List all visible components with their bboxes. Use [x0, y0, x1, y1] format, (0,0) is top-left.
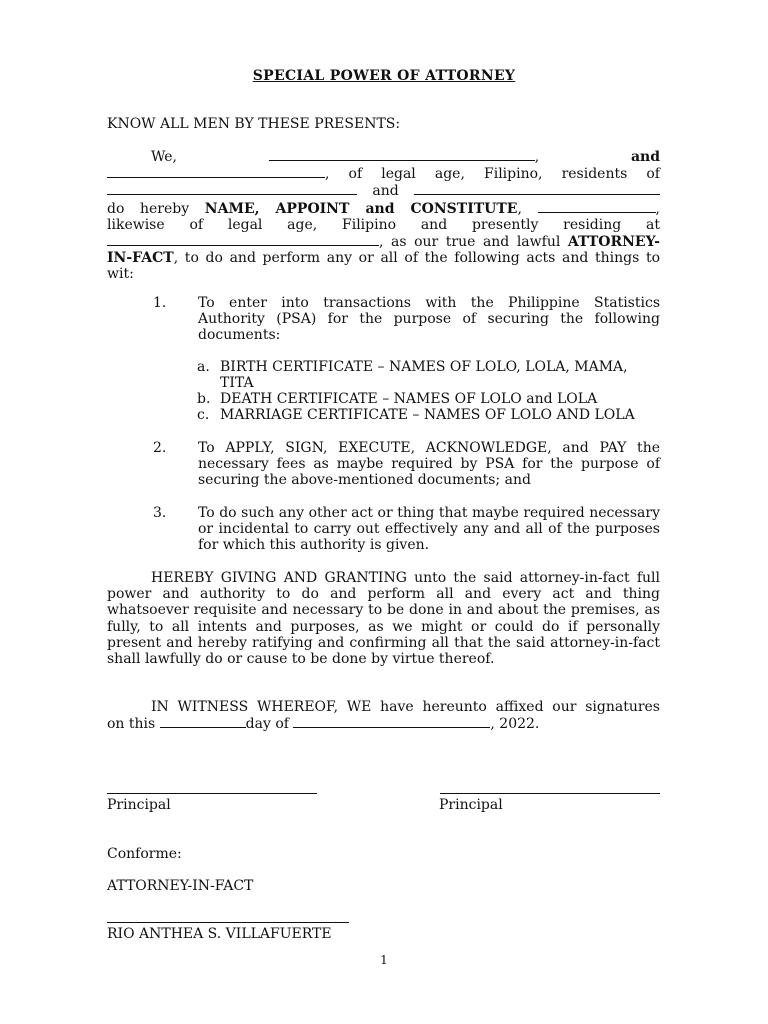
witness-line-1: IN WITNESS WHEREOF, WE have hereunto affixed our signatures: [151, 699, 660, 715]
document-title: SPECIAL POWER OF ATTORNEY: [252, 68, 516, 84]
principal-left-label: Principal: [107, 797, 171, 813]
item-number: 3.: [153, 505, 167, 521]
blank-month[interactable]: [293, 715, 490, 728]
principal-left-signature-line[interactable]: [107, 793, 317, 794]
item-text: To do such any other act or thing that maybe required necessary or incidental to carry out effectively any and all of the purposes for which this authority is given.: [198, 505, 660, 554]
p1-line-4: do hereby NAME, APPOINT and CONSTITUTE, ,: [107, 200, 660, 217]
page-number: 1: [380, 953, 388, 967]
attorney-name: RIO ANTHEA S. VILLAFUERTE: [107, 926, 332, 942]
p1-line-7: IN-FACT, to do and perform any or all of the following acts and things to: [107, 250, 660, 267]
p1-line-2: , of legal age, Filipino, residents of: [107, 165, 660, 182]
principal-right-label: Principal: [439, 797, 503, 813]
attorney-signature-line[interactable]: [107, 922, 349, 923]
p1-line-5: likewise of legal age, Filipino and presently residing at: [107, 216, 660, 233]
conforme-label: Conforme:: [107, 846, 182, 862]
document-page: SPECIAL POWER OF ATTORNEY KNOW ALL MEN BY THESE PRESENTS: We, , and , of legal age, Filipino, residents of and do hereby NAME, APPOINT and CONSTITUTE, , likewise of legal age, Filipino and presently residing at , as our true and lawful ATTORNEY- IN-FACT, to do and perform any or all of the following acts and things to wit: 1. To enter into transactions with the Philippine Statistics Authority (PSA) for the purpose of securing the following documents: a. BIRTH CERTIFICATE – NAMES OF LOLO, LOLA, MAMA, TITA b. DEATH CERTIFICATE – NAMES OF LOLO and LOLA c. MARRIAGE CERTIFICATE – NAMES OF LOLO AND LOLA 2. To APPLY, SIGN, EXECUTE, ACKNOWLEDGE, and PAY the necessary fees as maybe required by PSA for the purpose of securing the above-mentioned documents; and 3. To do such any other act or thing that maybe required necessary or incidental to carry out effectively any and all of the purposes for which this authority is given. HEREBY GIVING AND GRANTING unto the said attorney-in-fact full power and authority to do and perform all and every act and thing whatsoever requisite and necessary to be done in and about the premises, as fully, to all intents and purposes, as we might or could do if personally present and hereby ratifying and confirming all that the said attorney-in-fact shall lawfully do or cause to be done by virtue thereof. IN WITNESS WHEREOF, WE have hereunto affixed our signatures on this day of , 2022. Principal Principal Conforme: ATTORNEY-IN-FACT RIO ANTHEA S. VILLAFUERTE 1: [0, 0, 768, 1024]
appointment-paragraph: [107, 148, 660, 283]
principal-right-signature-line[interactable]: [440, 793, 660, 794]
p1-line-8: wit:: [107, 266, 134, 283]
item-number: 1.: [153, 295, 167, 311]
p1-line-3: and: [107, 182, 660, 199]
blank-attorney-name[interactable]: [538, 200, 656, 213]
granting-paragraph: HEREBY GIVING AND GRANTING unto the said attorney-in-fact full power and authority to do and perform all and every act and thing whatsoever requisite and necessary to be done in and about the premises, as fully, to all intents and purposes, as we might or could do if personally present and hereby ratifying and confirming all that the said attorney-in-fact shall lawfully do or cause to be done by virtue thereof.: [107, 570, 660, 668]
intro-line: KNOW ALL MEN BY THESE PRESENTS:: [107, 116, 401, 132]
item-text: To APPLY, SIGN, EXECUTE, ACKNOWLEDGE, and PAY the necessary fees as maybe required by PSA for the purpose of securing the above-mentioned documents; and: [198, 440, 660, 489]
witness-line-2: on this day of , 2022.: [107, 716, 540, 733]
blank-day[interactable]: [160, 715, 246, 728]
blank-principal-1[interactable]: [269, 148, 535, 161]
witness-paragraph: [107, 699, 660, 732]
blank-residence-2[interactable]: [414, 182, 660, 195]
attorney-in-fact-label: ATTORNEY-IN-FACT: [107, 878, 254, 894]
p1-line-6: , as our true and lawful ATTORNEY-: [107, 233, 660, 250]
blank-principal-2[interactable]: [107, 165, 325, 178]
item-text: To enter into transactions with the Philippine Statistics Authority (PSA) for the purpose of securing the following documents:: [198, 295, 660, 344]
blank-residence-1[interactable]: [107, 182, 357, 195]
blank-attorney-address[interactable]: [107, 233, 379, 246]
p1-line-1: We, , and: [151, 149, 661, 165]
item-number: 2.: [153, 440, 167, 456]
